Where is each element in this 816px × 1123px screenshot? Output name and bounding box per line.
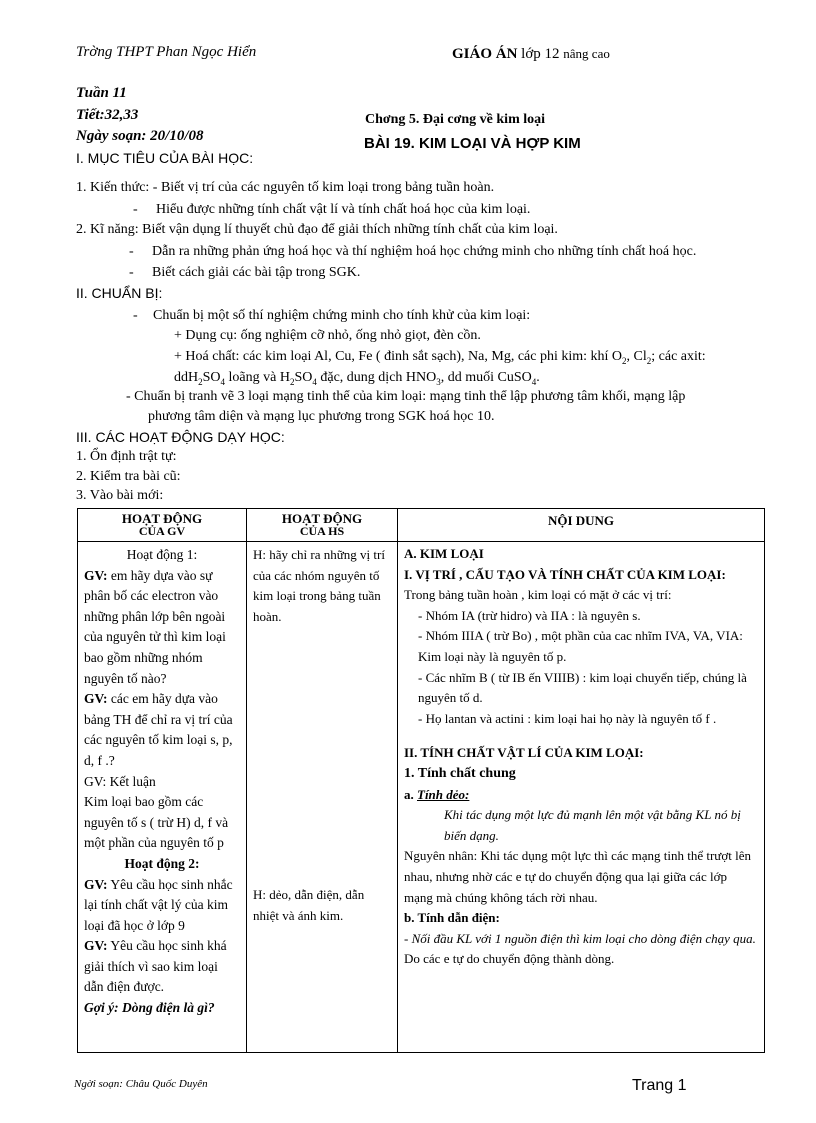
grade: lớp 12 [521, 46, 560, 62]
group-p: - Nhóm IIIA ( trừ Bo) , một phần của cac nhĩm IVA, VA, VIA: Kim loại này là nguyên tố p. [418, 628, 743, 664]
teacher-question-2: GV: các em hãy dựa vào bảng TH để chỉ ra vị trí của các nguyên tố kim loại s, p, d, f .? [84, 691, 233, 768]
bullet-dash: - [129, 265, 134, 280]
student-activity-cell [247, 542, 398, 1053]
step-1: 1. Ổn định trật tự: [76, 449, 177, 464]
objective-skill: 2. Kĩ năng: Biết vận dụng lí thuyết chủ đạo để giải thích những tính chất của kim loại. [76, 222, 558, 237]
lesson-title: BÀI 19. KIM LOẠI VÀ HỢP KIM [364, 135, 581, 152]
student-response-2: H: dẻo, dẫn điện, dẫn nhiệt và ánh kim. [253, 887, 365, 923]
activity-1-label: Hoạt động 1: [126, 547, 198, 562]
prep-tools: + Dụng cụ: ống nghiệm cỡ nhỏ, ống nhỏ giọt, đèn cồn. [174, 328, 481, 343]
bullet-dash: - [129, 244, 134, 259]
objective-skill-2: Dẫn ra những phản ứng hoá học và thí nghiệm hoá học chứng minh cho những tính chất hoá học. [152, 244, 697, 259]
section-objectives: I. MỤC TIÊU CỦA BÀI HỌC: [76, 150, 254, 166]
content-section-a: A. KIM LOẠI [404, 546, 484, 561]
activity-2-label: Hoạt động 2: [124, 855, 200, 871]
conductivity-title: b. Tính dẫn điện: [404, 910, 500, 926]
teacher-question-3: GV: Yêu cầu học sinh nhắc lại tính chất vật lý của kim loại đã học ở lớp 9 [84, 876, 233, 933]
student-response-1: H: hãy chỉ ra những vị trí của các nhóm nguyên tố kim loại trong bảng tuần hoàn. [253, 547, 385, 624]
objective-knowledge-2: Hiểu được những tính chất vật lí và tính chất hoá học của kim loại. [156, 202, 531, 217]
week: Tuần 11 [76, 85, 127, 101]
periods: Tiết:32,33 [76, 107, 139, 123]
author: Ngời soạn: Châu Quốc Duyên [74, 1078, 208, 1090]
teacher-hint: Gợi ý: Dòng điện là gì? [84, 1000, 215, 1016]
section-preparation: II. CHUẨN BỊ: [76, 285, 163, 301]
teacher-question-1: GV: em hãy dựa vào sự phân bố các electron vào những phân lớp bên ngoài của nguyên tử thì kim loại bao gồm những nhóm nguyên tố nào? [84, 567, 226, 686]
doc-title: GIÁO ÁN [452, 46, 518, 62]
level: nâng cao [563, 46, 610, 61]
section-activities: III. CÁC HOẠT ĐỘNG DẠY HỌC: [76, 429, 285, 445]
bullet-dash: - [133, 202, 138, 217]
chapter-title: Chơng 5. Đại cơng về kim loại [365, 112, 546, 127]
prep-chemicals: + Hoá chất: các kim loại Al, Cu, Fe ( đinh sắt sạch), Na, Mg, các phi kim: khí $O_2$, $Cl_2$; các axit: [174, 349, 706, 366]
prep-pictures-2: phương tâm diện và mạng lục phương trong SGK hoá học 10. [148, 409, 495, 424]
content-section-i: I. VỊ TRÍ , CẤU TẠO VÀ TÍNH CHẤT CỦA KIM LOẠI: Trong bảng tuần hoàn , kim loại có mặt ở các vị trí: [404, 566, 726, 603]
doc-header [452, 46, 610, 63]
prep-acids: $ddH_2SO_4$ loãng và $H_2SO_4$ đặc, dung dịch $HNO_3$, dd muối CuSO$_4$. [174, 370, 540, 387]
conductivity-reason: Do các e tự do chuyển động thành dòng. [404, 951, 615, 967]
objective-skill-3: Biết cách giải các bài tập trong SGK. [152, 265, 361, 280]
conductivity-text: - Nối đầu KL với 1 nguồn điện thì kim loại cho dòng điện chạy qua. [404, 930, 756, 946]
school-name: Trờng THPT Phan Ngọc Hiển [76, 44, 257, 60]
prep-date: Ngày soạn: 20/10/08 [76, 128, 204, 144]
group-s: - Nhóm IA (trừ hidro) và IIA : là nguyên s. [418, 607, 641, 623]
step-2: 2. Kiểm tra bài cũ: [76, 469, 181, 484]
header-content: NỘI DUNG [398, 509, 765, 542]
teacher-conclusion-label: GV: Kết luận [84, 773, 156, 789]
group-d: - Các nhĩm B ( từ IB ến VIIIB) : kim loại chuyển tiếp, chúng là nguyên tố d. [418, 669, 747, 706]
table-header-row [78, 509, 765, 542]
content-cell [398, 542, 765, 1053]
bullet-dash: - [133, 308, 138, 323]
teacher-question-4: GV: Yêu cầu học sinh khá giải thích vì sao kim loại dẫn điện được. [84, 938, 227, 995]
lesson-table [77, 508, 765, 1053]
group-f: - Họ lantan và actini : kim loại hai họ này là nguyên tố f . [418, 710, 717, 726]
objective-knowledge: 1. Kiến thức: - Biết vị trí của các nguyên tố kim loại trong bảng tuần hoàn. [76, 180, 495, 195]
step-3: 3. Vào bài mới: [76, 488, 164, 503]
ductility-reason: Nguyên nhân: Khi tác dụng một lực thì các mạng tinh thể trượt lên nhau, nhưng nhờ các e tự do chuyển động qua lại giữa các lớp mạng mà chúng không tách rời nhau. [404, 848, 751, 905]
header-teacher: HOẠT ĐỘNG CỦA GV [78, 509, 247, 542]
teacher-conclusion: Kim loại bao gồm các nguyên tố s ( trừ H) d, f và một phần của nguyên tố p [84, 794, 229, 851]
ductility-title: a. Tính dẻo: [404, 786, 470, 802]
ductility-text: Khi tác dụng một lực đủ mạnh lên một vật bằng KL nó bị biến dạng. [444, 807, 741, 843]
prep-experiments: Chuẩn bị một số thí nghiệm chứng minh cho tính khử của kim loại: [153, 308, 531, 323]
teacher-activity-cell [78, 542, 247, 1053]
content-section-ii: II. TÍNH CHẤT VẬT LÍ CỦA KIM LOẠI: [404, 745, 644, 761]
page-number: Trang 1 [632, 1077, 687, 1094]
table-row [78, 542, 765, 1053]
general-properties-title: 1. Tính chất chung [404, 765, 516, 781]
header-student: HOẠT ĐỘNG CỦA HS [247, 509, 398, 542]
prep-pictures: - Chuẩn bị tranh vẽ 3 loại mạng tinh thể của kim loại: mạng tinh thể lập phương tâm khối, mạng lập [126, 389, 686, 404]
